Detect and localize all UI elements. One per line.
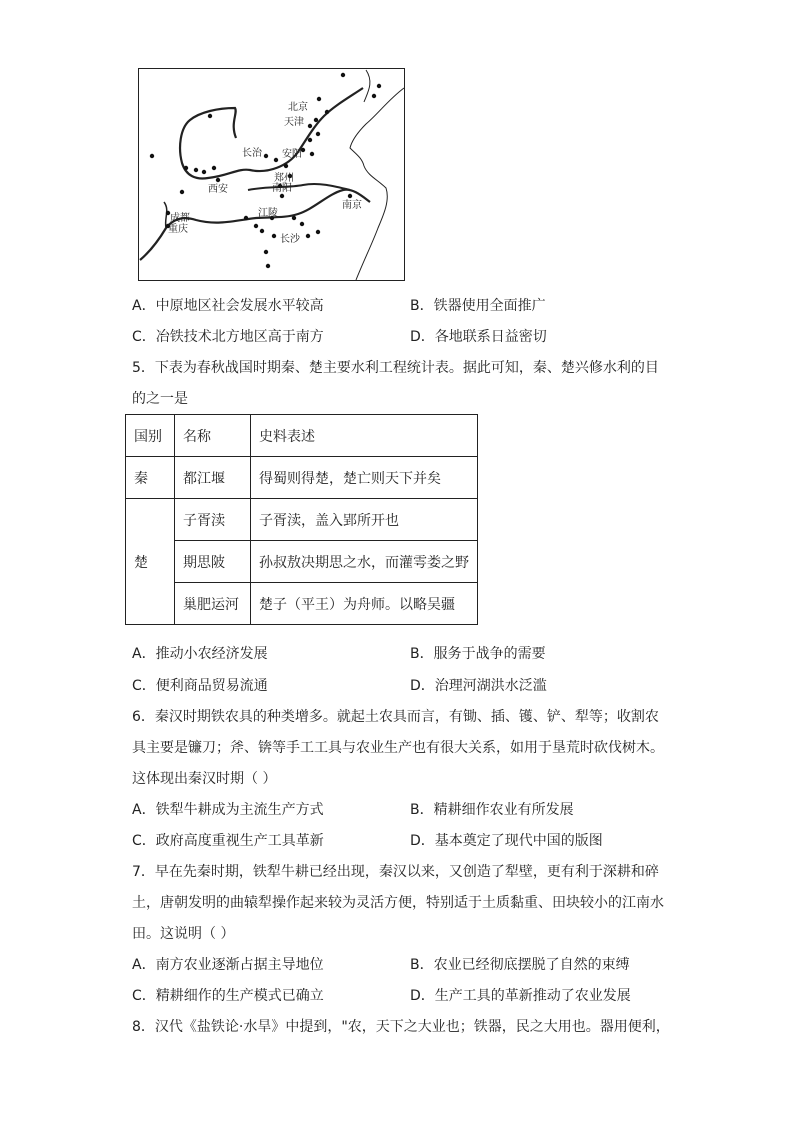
q4-option-d[interactable]: D．各地联系日益密切 xyxy=(410,329,547,345)
map-label-nanyang: 南阳 xyxy=(272,183,292,194)
q7-option-c[interactable]: C．精耕细作的生产模式已确立 xyxy=(132,988,324,1004)
q6-stem-line2: 具主要是镰刀；斧、锛等手工工具与农业生产也有很大关系，如用于垦荒时砍伐树木。 xyxy=(132,740,664,756)
header-record: 史料表述 xyxy=(251,415,478,457)
iron-sites-map xyxy=(138,68,405,281)
cell-record: 子胥渎，盖入郢所开也 xyxy=(251,499,478,541)
map-label-nanjing: 南京 xyxy=(342,200,362,211)
q5-stem-line2: 的之一是 xyxy=(132,391,188,407)
map-svg xyxy=(138,68,405,281)
cell-state-chu: 楚 xyxy=(126,499,175,625)
q6-stem-line3: 这体现出秦汉时期（ ） xyxy=(132,771,277,787)
q5-option-d[interactable]: D．治理河湖洪水泛滥 xyxy=(410,678,547,694)
q7-option-a[interactable]: A．南方农业逐渐占据主导地位 xyxy=(132,957,324,973)
q6-option-a[interactable]: A．铁犁牛耕成为主流生产方式 xyxy=(132,802,324,818)
q7-stem-line1: 7．早在先秦时期，铁犁牛耕已经出现，秦汉以来，又创造了犁壁，更有利于深耕和碎 xyxy=(132,864,659,880)
map-label-chengdu: 成都 xyxy=(170,213,190,224)
cell-record: 孙叔敖决期思之水，而灌雩娄之野 xyxy=(251,541,478,583)
table-row xyxy=(126,457,478,499)
q7-option-b[interactable]: B．农业已经彻底摆脱了自然的束缚 xyxy=(410,957,630,973)
q6-option-d[interactable]: D．基本奠定了现代中国的版图 xyxy=(410,833,603,849)
table-header-row xyxy=(126,415,478,457)
map-label-anyang: 安阳 xyxy=(282,149,302,160)
q6-option-b[interactable]: B．精耕细作农业有所发展 xyxy=(410,802,574,818)
q7-option-d[interactable]: D．生产工具的革新推动了农业发展 xyxy=(410,988,631,1004)
cell-name: 巢肥运河 xyxy=(175,583,251,625)
table-row xyxy=(126,583,478,625)
map-label-beijing: 北京 xyxy=(288,102,308,113)
header-name: 名称 xyxy=(175,415,251,457)
cell-state-qin: 秦 xyxy=(126,457,175,499)
q6-option-c[interactable]: C．政府高度重视生产工具革新 xyxy=(132,833,324,849)
map-label-changsha: 长沙 xyxy=(280,234,300,245)
water-projects-table xyxy=(125,414,478,625)
q5-option-b[interactable]: B．服务于战争的需要 xyxy=(410,646,546,662)
map-label-zhengzhou: 郑州 xyxy=(274,173,294,184)
map-label-chongqing: 重庆 xyxy=(168,224,188,235)
header-state: 国别 xyxy=(126,415,175,457)
q5-option-c[interactable]: C．便利商品贸易流通 xyxy=(132,678,268,694)
q8-stem-line1: 8．汉代《盐铁论·水旱》中提到，"农，天下之大业也；铁器，民之大用也。器用便利， xyxy=(132,1019,670,1035)
map-label-xian: 西安 xyxy=(208,184,228,195)
q4-option-c[interactable]: C．冶铁技术北方地区高于南方 xyxy=(132,329,324,345)
q4-option-b[interactable]: B．铁器使用全面推广 xyxy=(410,298,546,314)
cell-record: 得蜀则得楚，楚亡则天下并矣 xyxy=(251,457,478,499)
q7-stem-line3: 田。这说明（ ） xyxy=(132,926,235,942)
q5-stem-line1: 5．下表为春秋战国时期秦、楚主要水利工程统计表。据此可知，秦、楚兴修水利的目 xyxy=(132,360,659,376)
map-label-tianjin: 天津 xyxy=(284,117,304,128)
table-row xyxy=(126,541,478,583)
cell-name: 期思陂 xyxy=(175,541,251,583)
table-row xyxy=(126,499,478,541)
cell-record: 楚子（平王）为舟师。以略吴疆 xyxy=(251,583,478,625)
map-label-jiangling: 江陵 xyxy=(258,208,278,219)
cell-name: 都江堰 xyxy=(175,457,251,499)
cell-name: 子胥渎 xyxy=(175,499,251,541)
q7-stem-line2: 土，唐朝发明的曲辕犁操作起来较为灵活方便，特别适于土质黏重、田块较小的江南水 xyxy=(132,895,664,911)
q6-stem-line1: 6．秦汉时期铁农具的种类增多。就起土农具而言，有锄、插、镬、铲、犁等；收割农 xyxy=(132,709,659,725)
q5-option-a[interactable]: A．推动小农经济发展 xyxy=(132,646,268,662)
map-label-changzhi: 长治 xyxy=(242,148,262,159)
q4-option-a[interactable]: A．中原地区社会发展水平较高 xyxy=(132,298,324,314)
